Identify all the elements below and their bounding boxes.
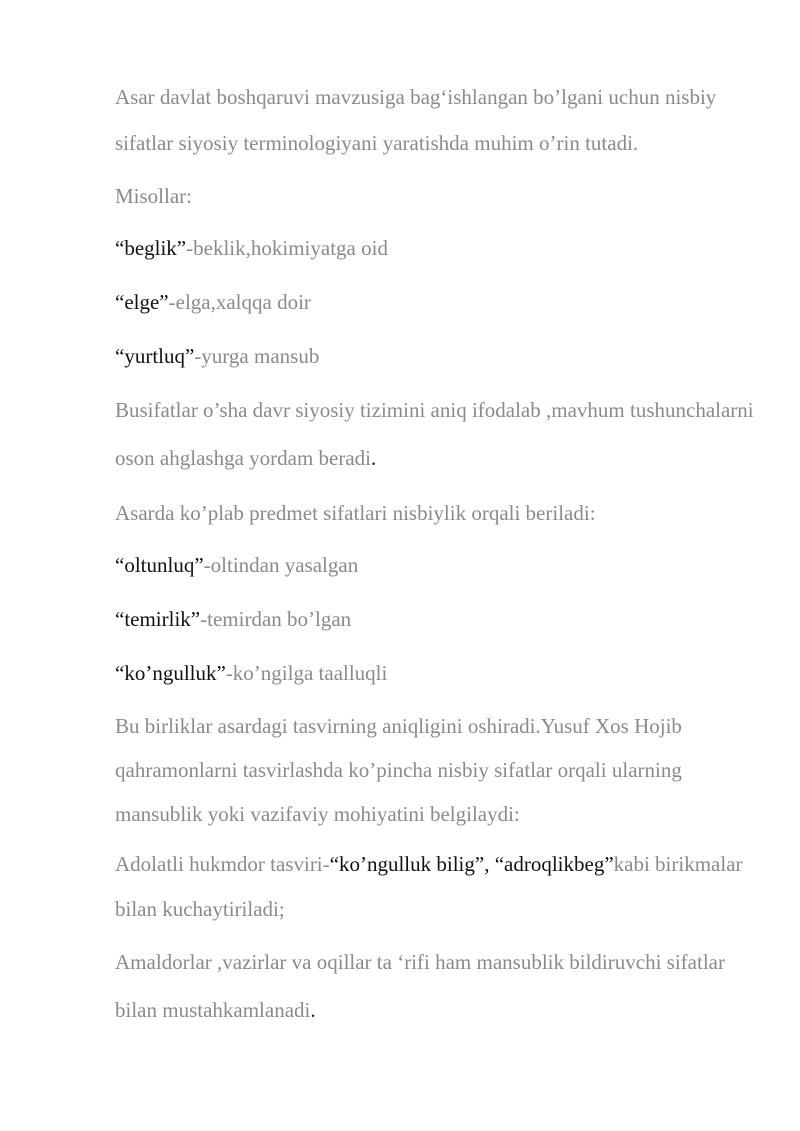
- example-item-elge: [115, 278, 755, 326]
- example-item-beglik: [115, 224, 755, 272]
- example-meaning: -beklik,hokimiyatga oid: [186, 236, 388, 260]
- busifatlar-period: .: [371, 446, 377, 470]
- example-meaning: -ko’ngilga taalluqli: [225, 661, 388, 685]
- example-item-kongulluk: [115, 649, 755, 697]
- example-item-temirlik: [115, 595, 755, 643]
- example-meaning: -temirdan bo’lgan: [200, 607, 352, 631]
- bu-birliklar-paragraph: Bu birliklar asardagi tasvirning aniqligini oshiradi.Yusuf Xos Hojib qahramonlarni tasvirlashda ko’pincha nisbiy sifatlar orqali ularning mansublik yoki vazifaviy mohiyatini belgilaydi:: [115, 714, 682, 826]
- example-term: “elge”: [115, 290, 169, 314]
- document-body: [115, 74, 755, 1034]
- example-meaning: -elga,xalqqa doir: [168, 290, 311, 314]
- adolatli-prefix: Adolatli hukmdor tasviri-: [115, 852, 330, 876]
- busifatlar-paragraph: [115, 386, 755, 482]
- examples-heading: Misollar:: [115, 184, 192, 208]
- amaldorlar-text: Amaldorlar ,vazirlar va oqillar ta ‘rifi ham mansublik bildiruvchi sifatlar bilan mustahkamlanadi: [115, 950, 725, 1022]
- example-meaning: -yurga mansub: [194, 344, 320, 368]
- example-item-yurtluq: [115, 332, 755, 380]
- example-term: “ko’ngulluk”: [115, 661, 226, 685]
- asarda-paragraph: Asarda ko’plab predmet sifatlari nisbiylik orqali beriladi:: [115, 501, 596, 525]
- adolatli-separator: ,: [484, 852, 495, 876]
- intro-paragraph: Asar davlat boshqaruvi mavzusiga bagʻishlangan bo’lgani uchun nisbiy sifatlar siyosiy terminologiyani yaratishda muhim o’rin tutadi.: [115, 85, 717, 155]
- adolatli-paragraph: [115, 842, 755, 932]
- example-meaning: -oltindan yasalgan: [203, 553, 359, 577]
- amaldorlar-period: .: [310, 998, 316, 1022]
- adolatli-quote-1: “ko’ngulluk bilig”: [329, 852, 485, 876]
- example-term: “yurtluq”: [115, 344, 195, 368]
- busifatlar-text: Busifatlar o’sha davr siyosiy tizimini aniq ifodalab ,mavhum tushunchalarni oson ahglashga yordam beradi: [115, 398, 754, 470]
- example-term: “beglik”: [115, 236, 187, 260]
- example-term: “oltunluq”: [115, 553, 204, 577]
- amaldorlar-paragraph: [115, 938, 755, 1034]
- adolatli-quote-2: “adroqlikbeg”: [494, 852, 614, 876]
- example-term: “temirlik”: [115, 607, 201, 631]
- example-item-oltunluq: [115, 541, 755, 589]
- adolatli-suffix: kabi birikmalar bilan kuchaytiriladi;: [115, 852, 743, 921]
